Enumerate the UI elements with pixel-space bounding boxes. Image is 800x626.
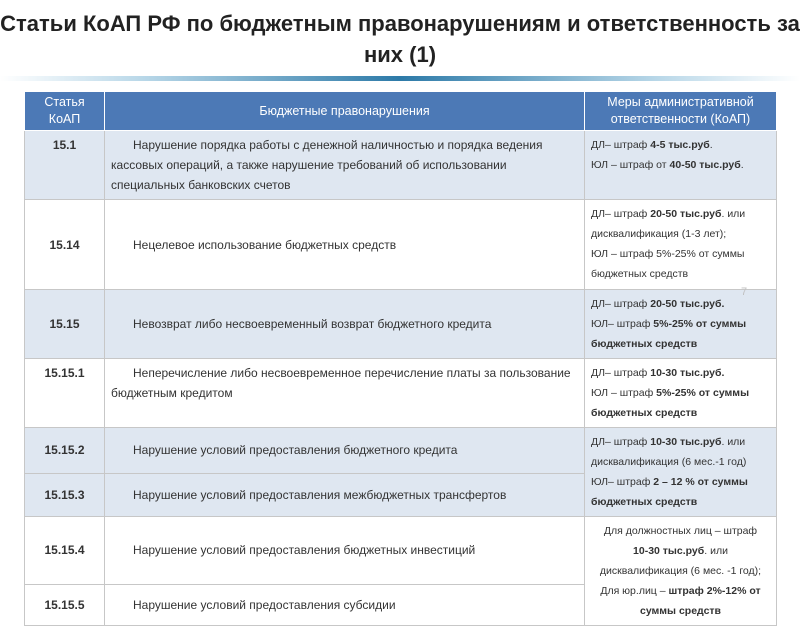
violation-cell bbox=[105, 359, 585, 428]
measure-text: 2 – 12 % от суммы bbox=[653, 476, 748, 488]
measure-text: Для юр.лиц – bbox=[600, 585, 669, 597]
violations-table bbox=[24, 91, 777, 626]
violation-text: Нарушение условий предоставления бюджетного кредита bbox=[133, 443, 458, 458]
measure-text: ДЛ– штраф bbox=[591, 139, 651, 151]
table-row bbox=[25, 200, 777, 290]
measure-line bbox=[591, 521, 770, 541]
article-cell: 15.15.3 bbox=[25, 473, 105, 516]
measure-text: ДЛ– штраф bbox=[591, 436, 651, 448]
measure-text: ЮЛ – штраф от bbox=[591, 159, 670, 171]
violation-text: Нарушение условий предоставления межбюджетных трансфертов bbox=[133, 487, 507, 502]
table-row bbox=[25, 517, 777, 585]
measure-line bbox=[591, 432, 770, 452]
measure-line bbox=[591, 204, 770, 224]
title-divider bbox=[0, 76, 800, 81]
measure-text: ДЛ– штраф bbox=[591, 367, 651, 379]
measure-text: 20-50 тыс.руб bbox=[650, 208, 722, 220]
violation-text: Нарушение условий предоставления бюджетных инвестиций bbox=[133, 543, 476, 558]
measure-text: 20-50 тыс.руб. bbox=[650, 298, 725, 310]
measure-text: 10-30 тыс.руб. bbox=[650, 367, 725, 379]
measure-text: ДЛ– штраф bbox=[591, 208, 651, 220]
violation-cell bbox=[105, 131, 585, 200]
measure-text: . bbox=[740, 159, 744, 171]
violation-cell bbox=[105, 290, 585, 359]
measure-text: ЮЛ – штраф 5%-25% от суммы bbox=[591, 248, 745, 260]
table-row bbox=[25, 290, 777, 359]
measure-line bbox=[591, 155, 770, 175]
measure-text: ЮЛ – штраф bbox=[591, 387, 657, 399]
measure-text: . bbox=[709, 139, 713, 151]
measure-text: дисквалификация (6 мес. -1 год); bbox=[599, 565, 762, 577]
measures-cell bbox=[585, 290, 777, 359]
measures-cell bbox=[585, 428, 777, 517]
header-measures: Меры административной ответственности (КоАП) bbox=[585, 92, 777, 131]
measure-line bbox=[591, 334, 770, 354]
measure-text: . или bbox=[704, 545, 728, 557]
measure-text: 4-5 тыс.руб bbox=[650, 139, 710, 151]
violation-text: Невозврат либо несвоевременный возврат бюджетного кредита bbox=[133, 317, 492, 331]
table-row bbox=[25, 428, 777, 474]
measure-line bbox=[591, 472, 770, 492]
article-cell: 15.15.2 bbox=[25, 428, 105, 474]
article-cell: 15.15.5 bbox=[25, 584, 105, 625]
article-cell: 15.15 bbox=[25, 290, 105, 359]
violation-text: Нарушение порядка работы с денежной наличностью и порядка ведения кассовых операций, а также нарушение требований об использовании специальных банковских счетов bbox=[111, 138, 543, 192]
measures-cell bbox=[585, 131, 777, 200]
header-violations: Бюджетные правонарушения bbox=[105, 92, 585, 131]
violation-cell bbox=[105, 473, 585, 516]
table-row bbox=[25, 131, 777, 200]
measure-text: 40-50 тыс.руб bbox=[669, 159, 741, 171]
measure-line bbox=[591, 492, 770, 512]
measure-text: ДЛ– штраф bbox=[591, 298, 651, 310]
measure-text: бюджетных средств bbox=[591, 407, 698, 419]
measure-line bbox=[591, 541, 770, 561]
measure-text: дисквалификация (6 мес.-1 год) bbox=[591, 456, 747, 468]
measure-line bbox=[591, 383, 770, 403]
measure-line bbox=[591, 224, 770, 244]
measure-line bbox=[591, 244, 770, 264]
measure-text: 10-30 тыс.руб bbox=[650, 436, 722, 448]
measure-line bbox=[591, 581, 770, 601]
violation-text: Неперечисление либо несвоевременное перечисление платы за пользование бюджетным кредитом bbox=[111, 366, 571, 400]
measure-line bbox=[591, 452, 770, 472]
violation-cell bbox=[105, 200, 585, 290]
measures-cell bbox=[585, 517, 777, 626]
measure-line bbox=[591, 403, 770, 423]
measure-text: 5%-25% от суммы bbox=[653, 318, 747, 330]
measures-cell bbox=[585, 359, 777, 428]
measure-text: бюджетных средств bbox=[591, 338, 698, 350]
violation-cell bbox=[105, 428, 585, 474]
measures-cell bbox=[585, 200, 777, 290]
table-header-row bbox=[25, 92, 777, 131]
measure-text: суммы средств bbox=[639, 605, 722, 617]
table-row bbox=[25, 359, 777, 428]
measure-line bbox=[591, 135, 770, 155]
violation-text: Нарушение условий предоставления субсидии bbox=[133, 597, 396, 612]
violation-cell bbox=[105, 584, 585, 625]
violation-cell bbox=[105, 517, 585, 585]
violation-text: Нецелевое использование бюджетных средств bbox=[133, 237, 397, 252]
measure-text: . или bbox=[721, 436, 746, 448]
article-cell: 15.15.1 bbox=[25, 359, 105, 428]
measure-line bbox=[591, 314, 770, 334]
measure-text: 10-30 тыс.руб bbox=[633, 545, 705, 557]
measure-text: 5%-25% от суммы bbox=[656, 387, 750, 399]
measure-text: штраф 2%-12% от bbox=[668, 585, 761, 597]
measure-text: ЮЛ– штраф bbox=[591, 476, 654, 488]
measure-line bbox=[591, 363, 770, 383]
page-title: Статьи КоАП РФ по бюджетным правонарушениям и ответственность за них (1) bbox=[0, 11, 800, 67]
page-number: 7 bbox=[741, 286, 748, 298]
article-cell: 15.14 bbox=[25, 200, 105, 290]
measure-text: бюджетных средств bbox=[591, 268, 689, 280]
measure-text: Для должностных лиц – штраф bbox=[603, 525, 758, 537]
measure-text: ЮЛ– штраф bbox=[591, 318, 654, 330]
measure-text: дисквалификация (1-3 лет); bbox=[591, 228, 727, 240]
article-cell: 15.15.4 bbox=[25, 517, 105, 585]
header-article: Статья КоАП bbox=[25, 92, 105, 131]
measure-line bbox=[591, 601, 770, 621]
measure-line bbox=[591, 264, 770, 284]
measure-line bbox=[591, 561, 770, 581]
measure-text: . или bbox=[721, 208, 746, 220]
measure-text: бюджетных средств bbox=[591, 496, 698, 508]
article-cell: 15.1 bbox=[25, 131, 105, 200]
